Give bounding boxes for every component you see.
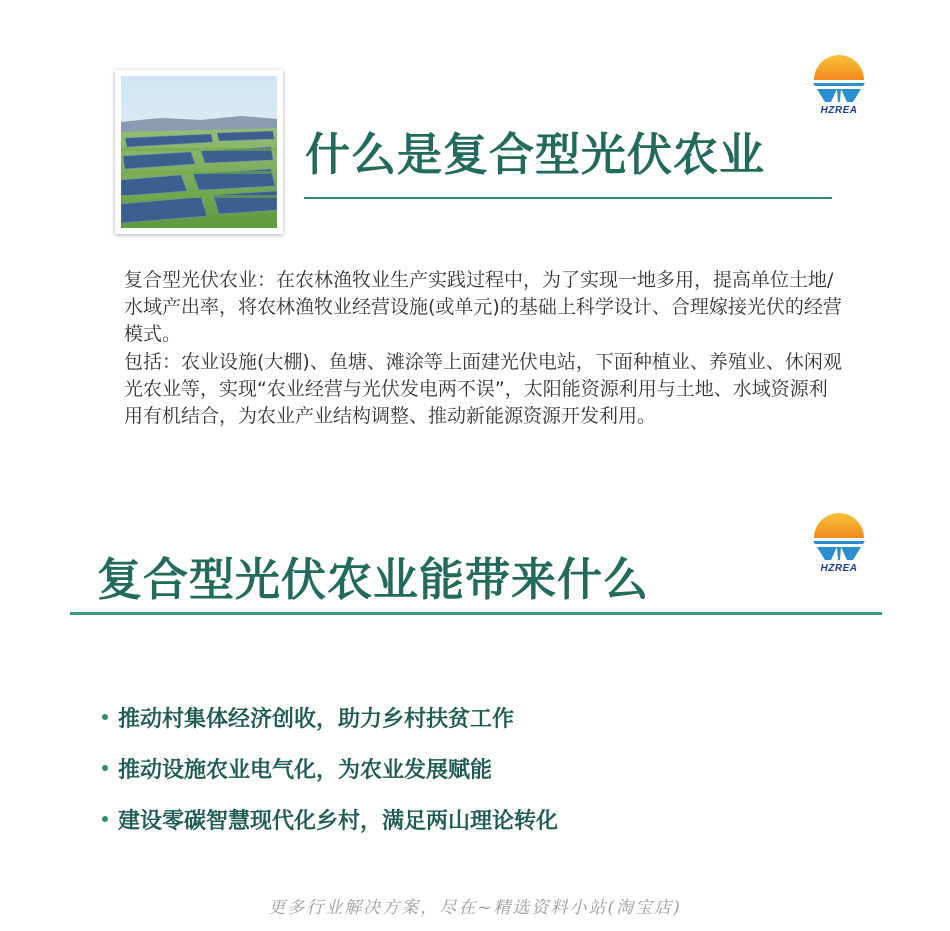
solar-farm-image bbox=[121, 76, 277, 228]
sun-logo-icon bbox=[811, 52, 867, 104]
bullet-text: 推动设施农业电气化，为农业发展赋能 bbox=[118, 758, 493, 783]
footer-watermark: 更多行业解决方案，尽在~精选资料小站(淘宝店) bbox=[268, 898, 682, 918]
section1-divider bbox=[304, 197, 832, 199]
section2-title: 复合型光伏农业能带来什么 bbox=[97, 553, 650, 606]
bullet-text: 推动村集体经济创收，助力乡村扶贫工作 bbox=[118, 707, 515, 732]
logo-text: HZREA bbox=[820, 105, 858, 116]
bullet-text: 建设零碳智慧现代化乡村，满足两山理论转化 bbox=[118, 809, 559, 834]
solar-farm-photo bbox=[115, 70, 283, 234]
section1-paragraph-definition: 复合型光伏农业：在农林渔牧业生产实践过程中，为了实现一地多用，提高单位土地/水域产出率，将农林渔牧业经营设施(或单元)的基础上科学设计、合理嫁接光伏的经营模式。 bbox=[124, 269, 842, 345]
section2-divider bbox=[70, 612, 882, 615]
logo-text: HZREA bbox=[820, 563, 858, 574]
section1-title: 什么是复合型光伏农业 bbox=[305, 128, 766, 181]
sun-logo-icon bbox=[811, 510, 867, 562]
bullet-dot-icon bbox=[102, 714, 108, 720]
benefits-list bbox=[102, 702, 558, 855]
bullet-dot-icon bbox=[102, 816, 108, 822]
list-item bbox=[102, 753, 558, 804]
bullet-dot-icon bbox=[102, 765, 108, 771]
hzrea-logo-2 bbox=[808, 510, 870, 574]
hzrea-logo bbox=[808, 52, 870, 116]
section1-paragraph-includes: 包括：农业设施(大棚)、鱼塘、滩涂等上面建光伏电站，下面种植业、养殖业、休闲观光农业等，实现“农业经营与光伏发电两不误”，太阳能资源利用与土地、水域资源利用有机结合，为农业产业结构调整、推动新能源资源开发利用。 bbox=[124, 351, 842, 427]
list-item bbox=[102, 702, 558, 753]
list-item bbox=[102, 804, 558, 855]
